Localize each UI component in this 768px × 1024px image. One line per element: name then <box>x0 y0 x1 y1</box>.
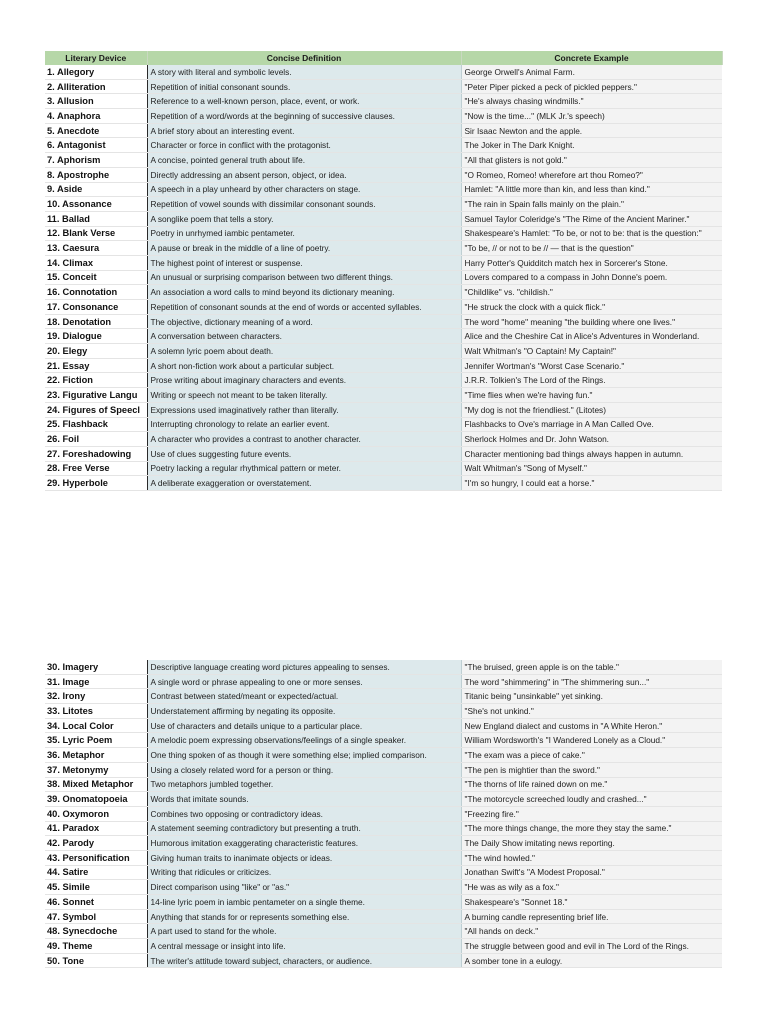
example-cell[interactable]: "Time flies when we're having fun." <box>461 388 722 403</box>
definition-cell[interactable]: A concise, pointed general truth about life. <box>147 153 461 168</box>
device-name-cell[interactable]: 14. Climax <box>45 255 147 270</box>
device-name-cell[interactable]: 15. Conceit <box>45 270 147 285</box>
example-cell[interactable]: "He was as wily as a fox." <box>461 880 722 895</box>
device-name-cell[interactable]: 1. Allegory <box>45 65 147 79</box>
definition-cell[interactable]: Combines two opposing or contradictory ideas. <box>147 806 461 821</box>
definition-cell[interactable]: A deliberate exaggeration or overstatement. <box>147 476 461 491</box>
table-row <box>45 748 722 763</box>
table-row <box>45 358 722 373</box>
definition-cell[interactable]: A single word or phrase appealing to one or more senses. <box>147 674 461 689</box>
example-cell[interactable]: "Now is the time..." (MLK Jr.'s speech) <box>461 109 722 124</box>
table-row <box>45 836 722 851</box>
device-name-cell[interactable]: 3. Allusion <box>45 94 147 109</box>
device-name-cell[interactable]: 37. Metonymy <box>45 762 147 777</box>
definition-cell[interactable]: 14-line lyric poem in iambic pentameter on a single theme. <box>147 895 461 910</box>
example-cell[interactable]: Lovers compared to a compass in John Donne's poem. <box>461 270 722 285</box>
example-cell[interactable]: New England dialect and customs in "A White Heron." <box>461 718 722 733</box>
device-name-cell[interactable]: 17. Consonance <box>45 300 147 315</box>
table-row <box>45 314 722 329</box>
table-row <box>45 285 722 300</box>
device-name-cell[interactable]: 28. Free Verse <box>45 461 147 476</box>
example-cell[interactable]: "I'm so hungry, I could eat a horse." <box>461 476 722 491</box>
definition-cell[interactable]: Humorous imitation exaggerating characteristic features. <box>147 836 461 851</box>
example-cell[interactable]: A burning candle representing brief life. <box>461 909 722 924</box>
device-name-cell[interactable]: 50. Tone <box>45 953 147 968</box>
table-row <box>45 123 722 138</box>
table-row <box>45 79 722 94</box>
device-name-cell[interactable]: 30. Imagery <box>45 660 147 674</box>
definition-cell[interactable]: Expressions used imaginatively rather than literally. <box>147 402 461 417</box>
example-cell[interactable]: "The exam was a piece of cake." <box>461 748 722 763</box>
example-cell[interactable]: Jennifer Wortman's "Worst Case Scenario." <box>461 358 722 373</box>
device-name-cell[interactable]: 42. Parody <box>45 836 147 851</box>
definition-cell[interactable]: An unusual or surprising comparison between two different things. <box>147 270 461 285</box>
device-name-cell[interactable]: 36. Metaphor <box>45 748 147 763</box>
table-row <box>45 909 722 924</box>
table-row <box>45 821 722 836</box>
device-name-cell[interactable]: 49. Theme <box>45 939 147 954</box>
definition-cell[interactable]: The writer's attitude toward subject, characters, or audience. <box>147 953 461 968</box>
example-cell[interactable]: "She's not unkind." <box>461 704 722 719</box>
example-cell[interactable]: William Wordsworth's "I Wandered Lonely as a Cloud." <box>461 733 722 748</box>
table-body-part-1 <box>45 65 722 490</box>
table-row <box>45 850 722 865</box>
example-cell[interactable]: Alice and the Cheshire Cat in Alice's Adventures in Wonderland. <box>461 329 722 344</box>
device-name-cell[interactable]: 18. Denotation <box>45 314 147 329</box>
device-name-cell[interactable]: 20. Elegy <box>45 344 147 359</box>
example-cell[interactable]: "To be, // or not to be // — that is the question" <box>461 241 722 256</box>
table-row <box>45 153 722 168</box>
definition-cell[interactable]: Repetition of consonant sounds at the end of words or accented syllables. <box>147 300 461 315</box>
definition-cell[interactable]: A brief story about an interesting event. <box>147 123 461 138</box>
table-row <box>45 402 722 417</box>
definition-cell[interactable]: Interrupting chronology to relate an earlier event. <box>147 417 461 432</box>
table-row <box>45 373 722 388</box>
table-row <box>45 895 722 910</box>
table-row <box>45 138 722 153</box>
definition-cell[interactable]: A story with literal and symbolic levels. <box>147 65 461 79</box>
table-row <box>45 704 722 719</box>
example-cell[interactable]: Flashbacks to Ove's marriage in A Man Called Ove. <box>461 417 722 432</box>
definition-cell[interactable]: Prose writing about imaginary characters and events. <box>147 373 461 388</box>
example-cell[interactable]: "The wind howled." <box>461 850 722 865</box>
example-cell[interactable]: "The more things change, the more they stay the same." <box>461 821 722 836</box>
definition-cell[interactable]: Writing that ridicules or criticizes. <box>147 865 461 880</box>
definition-cell[interactable]: Repetition of a word/words at the beginning of successive clauses. <box>147 109 461 124</box>
example-cell[interactable]: "My dog is not the friendliest." (Litotes) <box>461 402 722 417</box>
example-cell[interactable]: "He struck the clock with a quick flick." <box>461 300 722 315</box>
definition-cell[interactable]: Understatement affirming by negating its opposite. <box>147 704 461 719</box>
table-row <box>45 689 722 704</box>
device-name-cell[interactable]: 45. Simile <box>45 880 147 895</box>
device-name-cell[interactable]: 13. Caesura <box>45 241 147 256</box>
table-row <box>45 762 722 777</box>
table-row <box>45 953 722 968</box>
definition-cell[interactable]: Poetry lacking a regular rhythmical pattern or meter. <box>147 461 461 476</box>
device-name-cell[interactable]: 21. Essay <box>45 358 147 373</box>
table-row <box>45 226 722 241</box>
example-cell[interactable]: "The rain in Spain falls mainly on the plain." <box>461 197 722 212</box>
table-row <box>45 65 722 79</box>
definition-cell[interactable]: A solemn lyric poem about death. <box>147 344 461 359</box>
column-header-literary-device[interactable]: Literary Device <box>45 51 147 65</box>
definition-cell[interactable]: Poetry in unrhymed iambic pentameter. <box>147 226 461 241</box>
definition-cell[interactable]: A part used to stand for the whole. <box>147 924 461 939</box>
example-cell[interactable]: "O Romeo, Romeo! wherefore art thou Romeo?" <box>461 167 722 182</box>
definition-cell[interactable]: Words that imitate sounds. <box>147 792 461 807</box>
example-cell[interactable]: Sir Isaac Newton and the apple. <box>461 123 722 138</box>
definition-cell[interactable]: Two metaphors jumbled together. <box>147 777 461 792</box>
table-row <box>45 733 722 748</box>
definition-cell[interactable]: The highest point of interest or suspense. <box>147 255 461 270</box>
example-cell[interactable]: "The motorcycle screeched loudly and crashed..." <box>461 792 722 807</box>
example-cell[interactable]: Walt Whitman's "O Captain! My Captain!" <box>461 344 722 359</box>
definition-cell[interactable]: Reference to a well-known person, place, event, or work. <box>147 94 461 109</box>
table-row <box>45 792 722 807</box>
definition-cell[interactable]: Use of clues suggesting future events. <box>147 446 461 461</box>
table-row <box>45 255 722 270</box>
table-row <box>45 865 722 880</box>
table-row <box>45 344 722 359</box>
table-row <box>45 270 722 285</box>
device-name-cell[interactable]: 39. Onomatopoeia <box>45 792 147 807</box>
example-cell[interactable]: Harry Potter's Quidditch match hex in Sorcerer's Stone. <box>461 255 722 270</box>
example-cell[interactable]: George Orwell's Animal Farm. <box>461 65 722 79</box>
example-cell[interactable]: The struggle between good and evil in The Lord of the Rings. <box>461 939 722 954</box>
definition-cell[interactable]: A short non-fiction work about a particular subject. <box>147 358 461 373</box>
device-name-cell[interactable]: 33. Litotes <box>45 704 147 719</box>
table-body-part-2 <box>45 660 722 968</box>
table-row <box>45 806 722 821</box>
column-header-concise-definition[interactable]: Concise Definition <box>147 51 461 65</box>
definition-cell[interactable]: A melodic poem expressing observations/feelings of a single speaker. <box>147 733 461 748</box>
device-name-cell[interactable]: 41. Paradox <box>45 821 147 836</box>
table-row <box>45 94 722 109</box>
definition-cell[interactable]: A central message or insight into life. <box>147 939 461 954</box>
device-name-cell[interactable]: 29. Hyperbole <box>45 476 147 491</box>
definition-cell[interactable]: A pause or break in the middle of a line of poetry. <box>147 241 461 256</box>
example-cell[interactable]: "Peter Piper picked a peck of pickled peppers." <box>461 79 722 94</box>
example-cell[interactable]: "The pen is mightier than the sword." <box>461 762 722 777</box>
device-name-cell[interactable]: 7. Aphorism <box>45 153 147 168</box>
table-row <box>45 939 722 954</box>
example-cell[interactable]: Walt Whitman's "Song of Myself." <box>461 461 722 476</box>
definition-cell[interactable]: Contrast between stated/meant or expected/actual. <box>147 689 461 704</box>
device-name-cell[interactable]: 32. Irony <box>45 689 147 704</box>
example-cell[interactable]: Hamlet: "A little more than kin, and less than kind." <box>461 182 722 197</box>
device-name-cell[interactable]: 44. Satire <box>45 865 147 880</box>
device-name-cell[interactable]: 2. Alliteration <box>45 79 147 94</box>
example-cell[interactable]: "He's always chasing windmills." <box>461 94 722 109</box>
device-name-cell[interactable]: 40. Oxymoron <box>45 806 147 821</box>
device-name-cell[interactable]: 26. Foil <box>45 432 147 447</box>
table-row <box>45 718 722 733</box>
definition-cell[interactable]: Repetition of initial consonant sounds. <box>147 79 461 94</box>
device-name-cell[interactable]: 46. Sonnet <box>45 895 147 910</box>
table-row <box>45 461 722 476</box>
device-name-cell[interactable]: 43. Personification <box>45 850 147 865</box>
table-row <box>45 109 722 124</box>
device-name-cell[interactable]: 11. Ballad <box>45 211 147 226</box>
device-name-cell[interactable]: 22. Fiction <box>45 373 147 388</box>
device-name-cell[interactable]: 16. Connotation <box>45 285 147 300</box>
device-name-cell[interactable]: 4. Anaphora <box>45 109 147 124</box>
table-row <box>45 660 722 674</box>
definition-cell[interactable]: Giving human traits to inanimate objects or ideas. <box>147 850 461 865</box>
column-header-concrete-example[interactable]: Concrete Example <box>461 51 722 65</box>
table-row <box>45 417 722 432</box>
device-name-cell[interactable]: 19. Dialogue <box>45 329 147 344</box>
example-cell[interactable]: Shakespeare's "Sonnet 18." <box>461 895 722 910</box>
device-name-cell[interactable]: 35. Lyric Poem <box>45 733 147 748</box>
example-cell[interactable]: Jonathan Swift's "A Modest Proposal." <box>461 865 722 880</box>
example-cell[interactable]: "Childlike" vs. "childish." <box>461 285 722 300</box>
device-name-cell[interactable]: 12. Blank Verse <box>45 226 147 241</box>
table-row <box>45 674 722 689</box>
device-name-cell[interactable]: 47. Symbol <box>45 909 147 924</box>
table-row <box>45 432 722 447</box>
definition-cell[interactable]: Descriptive language creating word pictures appealing to senses. <box>147 660 461 674</box>
example-cell[interactable]: Samuel Taylor Coleridge's "The Rime of the Ancient Mariner." <box>461 211 722 226</box>
table-row <box>45 880 722 895</box>
device-name-cell[interactable]: 9. Aside <box>45 182 147 197</box>
device-name-cell[interactable]: 5. Anecdote <box>45 123 147 138</box>
device-name-cell[interactable]: 24. Figures of Speecl <box>45 402 147 417</box>
table-row <box>45 388 722 403</box>
device-name-cell[interactable]: 8. Apostrophe <box>45 167 147 182</box>
table-row <box>45 476 722 491</box>
definition-cell[interactable]: One thing spoken of as though it were something else; implied comparison. <box>147 748 461 763</box>
example-cell[interactable]: "The thorns of life rained down on me." <box>461 777 722 792</box>
definition-cell[interactable]: Using a closely related word for a person or thing. <box>147 762 461 777</box>
device-name-cell[interactable]: 38. Mixed Metaphor <box>45 777 147 792</box>
device-name-cell[interactable]: 6. Antagonist <box>45 138 147 153</box>
definition-cell[interactable]: A speech in a play unheard by other characters on stage. <box>147 182 461 197</box>
definition-cell[interactable]: Writing or speech not meant to be taken literally. <box>147 388 461 403</box>
definition-cell[interactable]: Use of characters and details unique to a particular place. <box>147 718 461 733</box>
example-cell[interactable]: The word "shimmering" in "The shimmering sun..." <box>461 674 722 689</box>
definition-cell[interactable]: A statement seeming contradictory but presenting a truth. <box>147 821 461 836</box>
device-name-cell[interactable]: 10. Assonance <box>45 197 147 212</box>
table-row <box>45 241 722 256</box>
definition-cell[interactable]: Anything that stands for or represents something else. <box>147 909 461 924</box>
definition-cell[interactable]: An association a word calls to mind beyond its dictionary meaning. <box>147 285 461 300</box>
table-row <box>45 167 722 182</box>
example-cell[interactable]: Sherlock Holmes and Dr. John Watson. <box>461 432 722 447</box>
table-row <box>45 924 722 939</box>
table-row <box>45 182 722 197</box>
example-cell[interactable]: "The bruised, green apple is on the table." <box>461 660 722 674</box>
example-cell[interactable]: J.R.R. Tolkien's The Lord of the Rings. <box>461 373 722 388</box>
definition-cell[interactable]: Directly addressing an absent person, object, or idea. <box>147 167 461 182</box>
example-cell[interactable]: Shakespeare's Hamlet: "To be, or not to be: that is the question:" <box>461 226 722 241</box>
example-cell[interactable]: "Freezing fire." <box>461 806 722 821</box>
table-row <box>45 777 722 792</box>
literary-devices-table-part-1 <box>45 51 722 491</box>
device-name-cell[interactable]: 48. Synecdoche <box>45 924 147 939</box>
example-cell[interactable]: Character mentioning bad things always happen in autumn. <box>461 446 722 461</box>
literary-devices-table-part-2 <box>45 660 722 968</box>
definition-cell[interactable]: Character or force in conflict with the protagonist. <box>147 138 461 153</box>
header-row <box>45 51 722 65</box>
table-row <box>45 329 722 344</box>
definition-cell[interactable]: Repetition of vowel sounds with dissimilar consonant sounds. <box>147 197 461 212</box>
definition-cell[interactable]: A character who provides a contrast to another character. <box>147 432 461 447</box>
definition-cell[interactable]: A conversation between characters. <box>147 329 461 344</box>
example-cell[interactable]: The Joker in The Dark Knight. <box>461 138 722 153</box>
device-name-cell[interactable]: 23. Figurative Langu <box>45 388 147 403</box>
device-name-cell[interactable]: 34. Local Color <box>45 718 147 733</box>
example-cell[interactable]: A somber tone in a eulogy. <box>461 953 722 968</box>
example-cell[interactable]: "All that glisters is not gold." <box>461 153 722 168</box>
example-cell[interactable]: The Daily Show imitating news reporting. <box>461 836 722 851</box>
definition-cell[interactable]: Direct comparison using "like" or "as." <box>147 880 461 895</box>
example-cell[interactable]: Titanic being "unsinkable" yet sinking. <box>461 689 722 704</box>
device-name-cell[interactable]: 27. Foreshadowing <box>45 446 147 461</box>
definition-cell[interactable]: The objective, dictionary meaning of a word. <box>147 314 461 329</box>
table-row <box>45 211 722 226</box>
definition-cell[interactable]: A songlike poem that tells a story. <box>147 211 461 226</box>
table-row <box>45 197 722 212</box>
device-name-cell[interactable]: 31. Image <box>45 674 147 689</box>
table-row <box>45 300 722 315</box>
example-cell[interactable]: The word "home" meaning "the building where one lives." <box>461 314 722 329</box>
example-cell[interactable]: "All hands on deck." <box>461 924 722 939</box>
device-name-cell[interactable]: 25. Flashback <box>45 417 147 432</box>
table-row <box>45 446 722 461</box>
